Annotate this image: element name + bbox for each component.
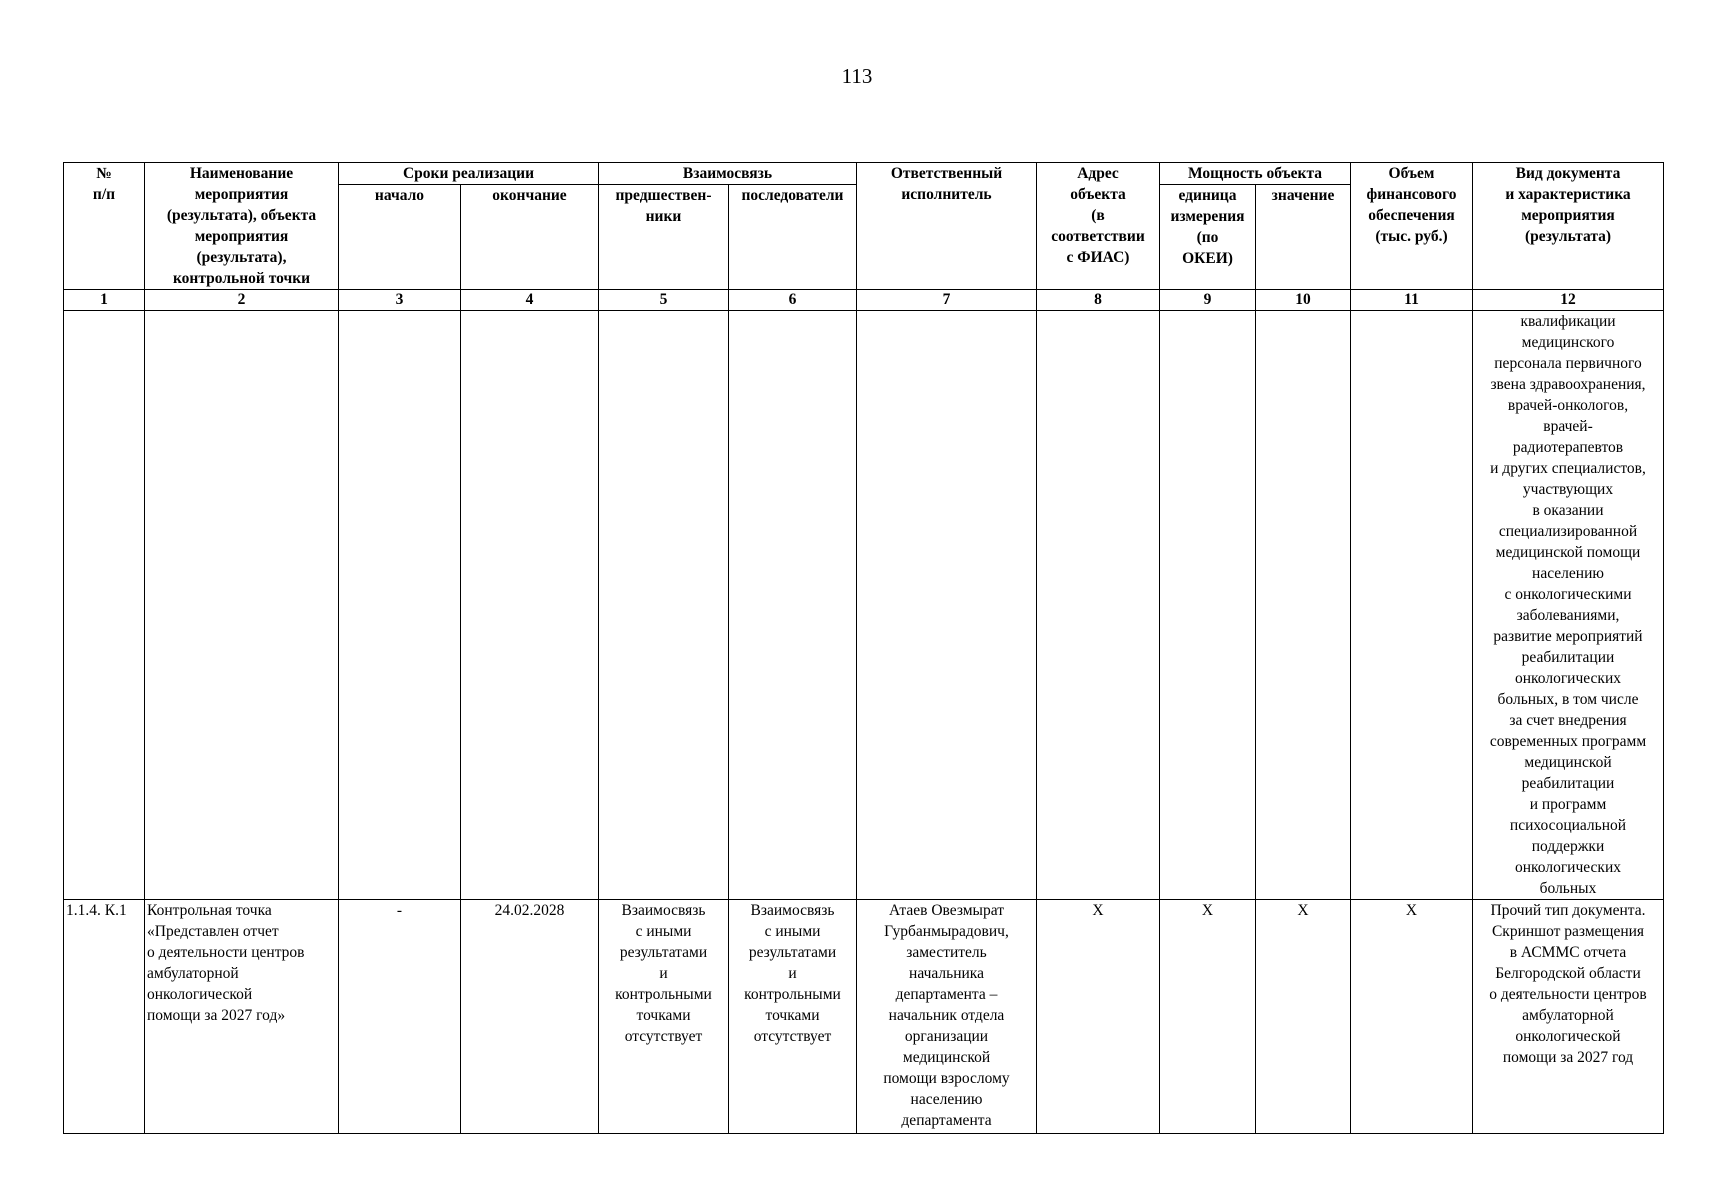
table-row-checkpoint [64,900,1664,1134]
column-number: 9 [1160,290,1256,311]
header-col-unit: единица измерения (по ОКЕИ) [1160,185,1256,290]
start-date-cell: - [339,900,461,1134]
table-cell [1351,311,1473,900]
header-col-responsible: Ответственный исполнитель [857,163,1037,290]
header-col-document: Вид документа и характеристика мероприятия (результата) [1473,163,1664,290]
end-date-cell: 24.02.2028 [461,900,599,1134]
responsible-cell: Атаев Овезмырат Гурбанмырадович, заместитель начальника департамента – начальник отдела организации медицинской помощи взрослому населению департамента [857,900,1037,1134]
address-cell: Х [1037,900,1160,1134]
column-number: 7 [857,290,1037,311]
table-cell [145,311,339,900]
header-col-funding: Объем финансового обеспечения (тыс. руб.) [1351,163,1473,290]
column-number: 4 [461,290,599,311]
page-number: 113 [841,64,873,88]
header-col-successors: последователи [729,185,857,290]
header-col-address: Адрес объекта (в соответствии с ФИАС) [1037,163,1160,290]
table-cell [729,311,857,900]
successors-cell: Взаимосвязь с иными результатами и контрольными точками отсутствует [729,900,857,1134]
column-number: 3 [339,290,461,311]
column-numbers-row [64,290,1664,311]
column-number: 8 [1037,290,1160,311]
table-cell [1037,311,1160,900]
header-group-capacity: Мощность объекта [1160,163,1351,185]
table-cell [339,311,461,900]
column-number: 1 [64,290,145,311]
document-description-cell: квалификации медицинского персонала первичного звена здравоохранения, врачей-онкологов, врачей- радиотерапевтов и других специалистов, участвующих в оказании специализированной медицинской помощи населению с онкологическими заболеваниями, развитие мероприятий реабилитации онкологических больных, в том числе за счет внедрения современных программ медицинской реабилитации и программ психосоциальной поддержки онкологических больных [1473,311,1664,900]
header-col-name: Наименование мероприятия (результата), объекта мероприятия (результата), контрольной точки [145,163,339,290]
header-group-terms: Сроки реализации [339,163,599,185]
column-number: 12 [1473,290,1664,311]
column-number: 10 [1256,290,1351,311]
table-cell [64,311,145,900]
table-cell [599,311,729,900]
table-cell [1256,311,1351,900]
document-description-cell: Прочий тип документа. Скриншот размещения в АСММС отчета Белгородской области о деятельности центров амбулаторной онкологической помощи за 2027 год [1473,900,1664,1134]
table-cell [461,311,599,900]
checkpoint-name-cell: Контрольная точка «Представлен отчет о деятельности центров амбулаторной онкологической помощи за 2027 год» [145,900,339,1134]
header-col-end: окончание [461,185,599,290]
header-group-links: Взаимосвязь [599,163,857,185]
table-cell [857,311,1037,900]
column-number: 6 [729,290,857,311]
checkpoint-number-cell: 1.1.4. К.1 [64,900,145,1134]
funding-cell: Х [1351,900,1473,1134]
unit-cell: Х [1160,900,1256,1134]
predecessors-cell: Взаимосвязь с иными результатами и контрольными точками отсутствует [599,900,729,1134]
table-row-continuation [64,311,1664,900]
table-cell [1160,311,1256,900]
header-col-value: значение [1256,185,1351,290]
value-cell: Х [1256,900,1351,1134]
column-number: 5 [599,290,729,311]
header-col-predecessors: предшествен- ники [599,185,729,290]
measures-table [63,162,1664,1134]
column-number: 2 [145,290,339,311]
header-col-number: № п/п [64,163,145,290]
column-number: 11 [1351,290,1473,311]
header-col-start: начало [339,185,461,290]
header-row-top [64,163,1664,185]
